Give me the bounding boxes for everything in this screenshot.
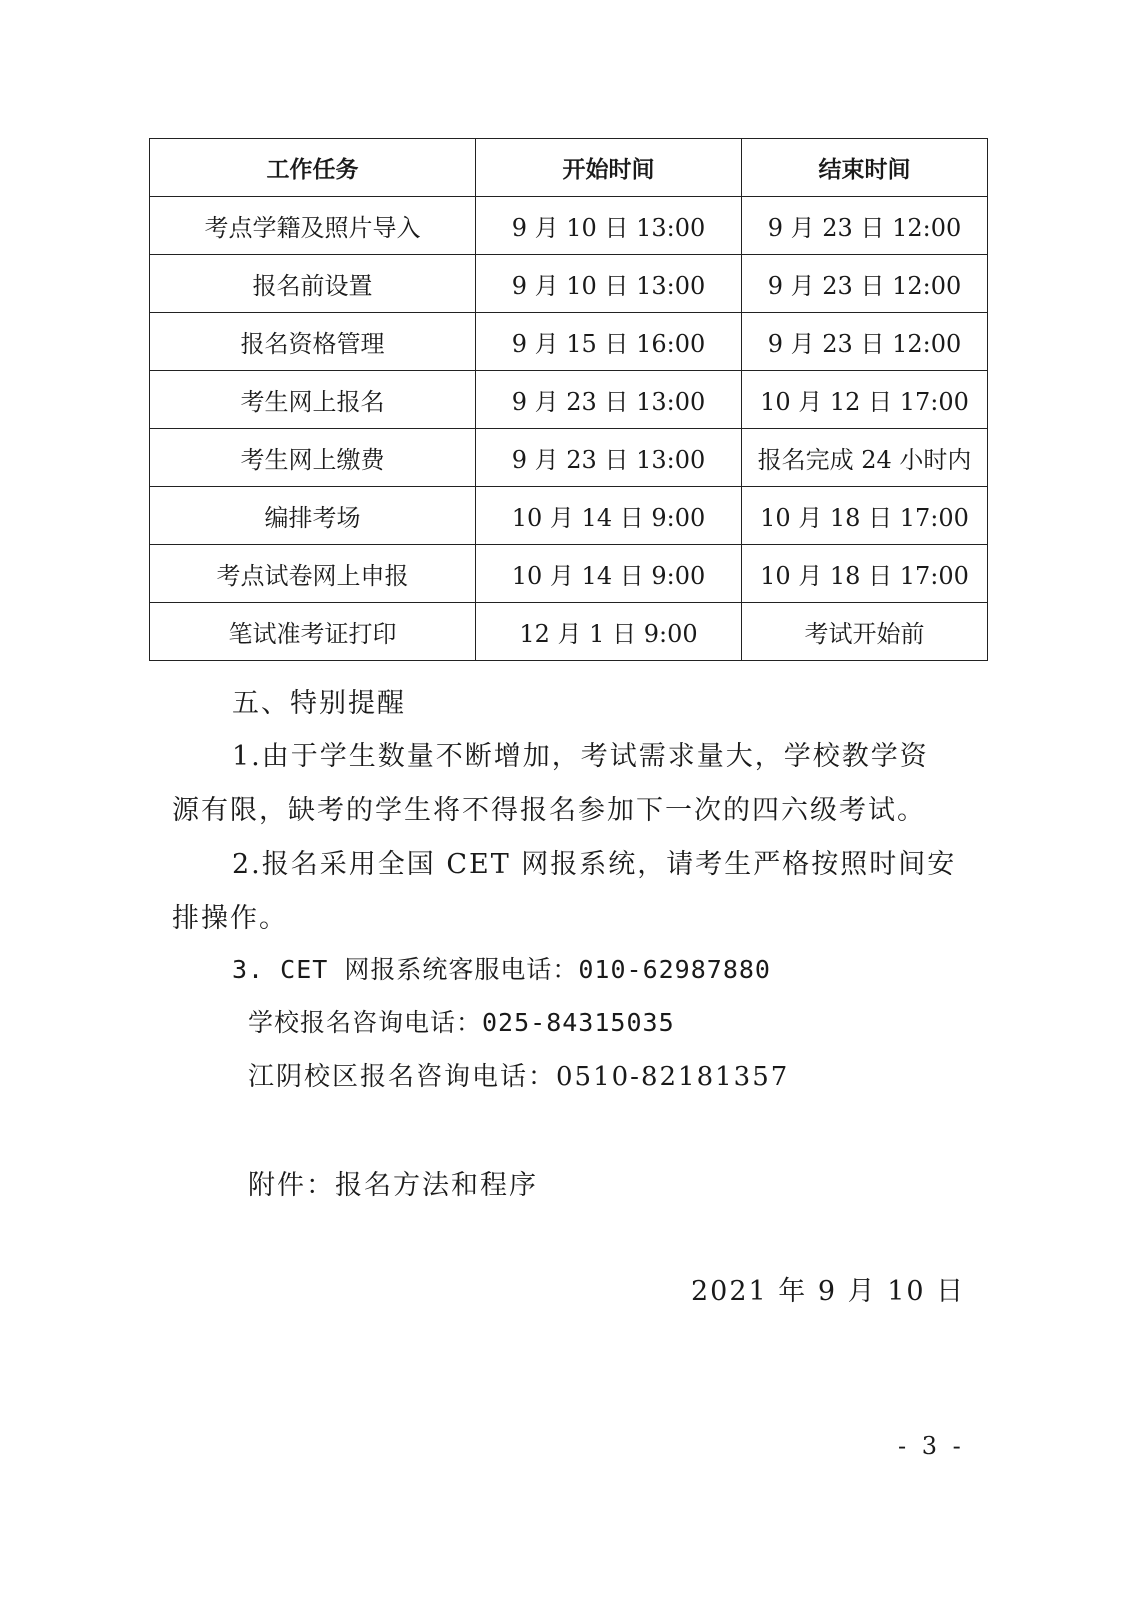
table-row — [150, 603, 988, 661]
task-cell: 考点学籍及照片导入 — [150, 197, 476, 255]
table-row — [150, 545, 988, 603]
jiangyin-hotline: 江阴校区报名咨询电话：0510-82181357 — [248, 1062, 790, 1092]
task-cell: 编排考场 — [150, 487, 476, 545]
end-cell: 10 月 12 日 17:00 — [742, 371, 988, 429]
table-header-row — [150, 139, 988, 197]
start-cell: 10 月 14 日 9:00 — [476, 487, 742, 545]
end-cell: 10 月 18 日 17:00 — [742, 487, 988, 545]
header-task: 工作任务 — [150, 139, 476, 197]
start-cell: 10 月 14 日 9:00 — [476, 545, 742, 603]
task-cell: 笔试准考证打印 — [150, 603, 476, 661]
attachment-line: 附件：报名方法和程序 — [248, 1170, 538, 1201]
section-heading: 五、特别提醒 — [232, 688, 406, 719]
table-row — [150, 313, 988, 371]
cet-hotline: 3. CET 网报系统客服电话：010-62987880 — [232, 955, 771, 984]
table-row — [150, 429, 988, 487]
item-2-line-1: 2.报名采用全国 CET 网报系统，请考生严格按照时间安 — [232, 849, 957, 880]
task-cell: 考生网上缴费 — [150, 429, 476, 487]
start-cell: 9 月 10 日 13:00 — [476, 255, 742, 313]
item-1-line-1: 1.由于学生数量不断增加，考试需求量大，学校教学资 — [232, 741, 929, 772]
school-hotline: 学校报名咨询电话：025-84315035 — [248, 1008, 675, 1037]
task-cell: 考生网上报名 — [150, 371, 476, 429]
item-1-line-2: 源有限，缺考的学生将不得报名参加下一次的四六级考试。 — [172, 795, 926, 826]
end-cell: 9 月 23 日 12:00 — [742, 255, 988, 313]
header-start-time: 开始时间 — [476, 139, 742, 197]
end-cell: 报名完成 24 小时内 — [742, 429, 988, 487]
table-row — [150, 371, 988, 429]
header-end-time: 结束时间 — [742, 139, 988, 197]
start-cell: 9 月 23 日 13:00 — [476, 429, 742, 487]
task-cell: 报名前设置 — [150, 255, 476, 313]
schedule-table — [149, 138, 988, 661]
start-cell: 9 月 10 日 13:00 — [476, 197, 742, 255]
table-row — [150, 487, 988, 545]
end-cell: 9 月 23 日 12:00 — [742, 197, 988, 255]
task-cell: 考点试卷网上申报 — [150, 545, 476, 603]
table-row — [150, 197, 988, 255]
start-cell: 12 月 1 日 9:00 — [476, 603, 742, 661]
start-cell: 9 月 15 日 16:00 — [476, 313, 742, 371]
end-cell: 10 月 18 日 17:00 — [742, 545, 988, 603]
document-date: 2021 年 9 月 10 日 — [691, 1276, 966, 1307]
end-cell: 9 月 23 日 12:00 — [742, 313, 988, 371]
item-2-line-2: 排操作。 — [172, 903, 288, 934]
start-cell: 9 月 23 日 13:00 — [476, 371, 742, 429]
end-cell: 考试开始前 — [742, 603, 988, 661]
task-cell: 报名资格管理 — [150, 313, 476, 371]
table-row — [150, 255, 988, 313]
page-number: - 3 - — [898, 1432, 965, 1460]
